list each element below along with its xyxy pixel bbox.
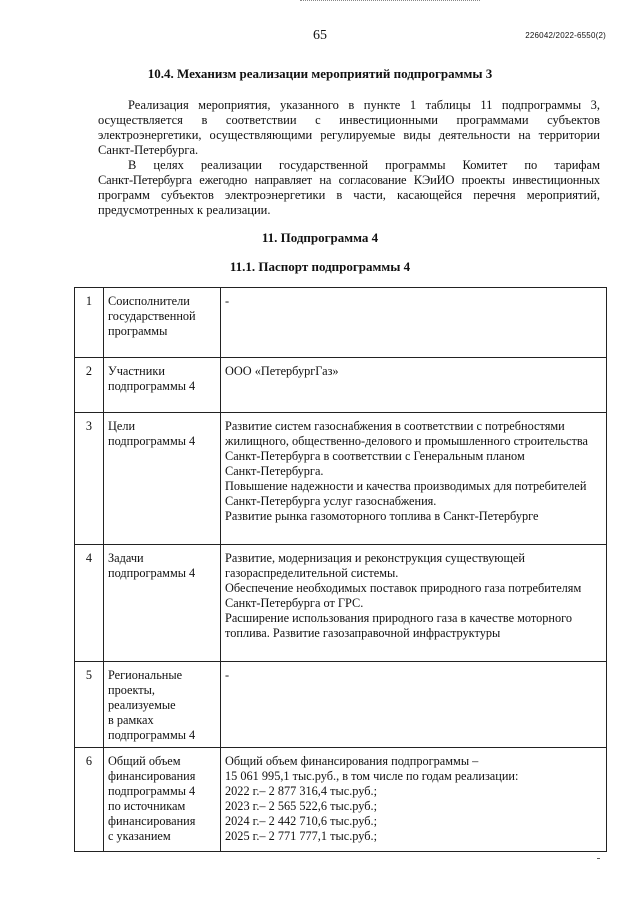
row-label bbox=[104, 545, 221, 662]
scan-artifact bbox=[300, 0, 480, 4]
table-row bbox=[75, 358, 607, 413]
table-row bbox=[75, 288, 607, 358]
paragraph-line: электроэнергетики, осуществляющими регулируемые виды деятельности на территории bbox=[98, 128, 600, 142]
content-line: Развитие систем газоснабжения в соответствии с потребностями bbox=[225, 419, 565, 433]
content-line: Обеспечение необходимых поставок природного газа потребителям bbox=[225, 581, 582, 595]
content-line: Развитие рынка газомоторного топлива в Санкт-Петербурге bbox=[225, 509, 539, 523]
content-line: Повышение надежности и качества производимых для потребителей bbox=[225, 479, 587, 493]
label-line: финансирования bbox=[108, 769, 196, 783]
scan-artifact bbox=[597, 858, 600, 859]
paragraph-line: В целях реализации государственной программы Комитет по тарифам bbox=[128, 158, 600, 172]
row-number: 1 bbox=[75, 288, 104, 358]
table-row bbox=[75, 413, 607, 545]
section-10-4-heading: 10.4. Механизм реализации мероприятий подпрограммы 3 bbox=[147, 66, 493, 81]
row-number: 2 bbox=[75, 358, 104, 413]
row-number: 4 bbox=[75, 545, 104, 662]
row-content bbox=[221, 413, 607, 545]
section-11-heading: 11. Подпрограмма 4 bbox=[261, 230, 379, 245]
content-line: Общий объем финансирования подпрограммы – bbox=[225, 754, 479, 768]
content-line: жилищного, общественно-делового и промышленного строительства bbox=[225, 434, 588, 448]
row-content bbox=[221, 358, 607, 413]
row-number: 6 bbox=[75, 748, 104, 852]
content-line: 2025 г.– 2 771 777,1 тыс.руб.; bbox=[225, 829, 377, 843]
content-line: Санкт-Петербурга от ГРС. bbox=[225, 596, 364, 610]
page-number: 65 bbox=[313, 28, 327, 43]
row-content bbox=[221, 748, 607, 852]
label-line: Соисполнители bbox=[108, 294, 190, 308]
row-label bbox=[104, 413, 221, 545]
content-line: 15 061 995,1 тыс.руб., в том числе по годам реализации: bbox=[225, 769, 519, 783]
section-11-1-heading: 11.1. Паспорт подпрограммы 4 bbox=[229, 259, 411, 274]
row-content bbox=[221, 662, 607, 748]
section-10-4-paragraph-1 bbox=[98, 98, 600, 158]
table-row bbox=[75, 662, 607, 748]
content-line: 2022 г.– 2 877 316,4 тыс.руб.; bbox=[225, 784, 377, 798]
label-line: реализуемые bbox=[108, 698, 176, 712]
section-10-4-paragraph-2 bbox=[98, 158, 600, 218]
row-label bbox=[104, 358, 221, 413]
paragraph-line: Реализация мероприятия, указанного в пункте 1 таблицы 11 подпрограммы 3, bbox=[128, 98, 600, 112]
paragraph-line: Санкт-Петербурга. bbox=[98, 143, 199, 157]
content-line: 2023 г.– 2 565 522,6 тыс.руб.; bbox=[225, 799, 377, 813]
label-line: подпрограммы 4 bbox=[108, 379, 196, 393]
row-label bbox=[104, 662, 221, 748]
label-line: подпрограммы 4 bbox=[108, 728, 196, 742]
label-line: с указанием bbox=[108, 829, 171, 843]
paragraph-line: предусмотренных к реализации. bbox=[98, 203, 271, 217]
label-line: проекты, bbox=[108, 683, 156, 697]
label-line: подпрограммы 4 bbox=[108, 566, 196, 580]
label-line: Цели bbox=[108, 419, 136, 433]
row-number: 3 bbox=[75, 413, 104, 545]
label-line: Участники bbox=[108, 364, 165, 378]
label-line: государственной bbox=[108, 309, 196, 323]
content-line: - bbox=[225, 668, 230, 682]
label-line: программы bbox=[108, 324, 168, 338]
passport-table bbox=[74, 287, 607, 852]
content-line: Санкт-Петербурга в соответствии с Генеральным планом bbox=[225, 449, 525, 463]
content-line: Развитие, модернизация и реконструкция существующей bbox=[225, 551, 525, 565]
content-line: газораспределительной системы. bbox=[225, 566, 399, 580]
row-number: 5 bbox=[75, 662, 104, 748]
row-label bbox=[104, 288, 221, 358]
label-line: подпрограммы 4 bbox=[108, 434, 196, 448]
content-line: топлива. Развитие газозаправочной инфраструктуры bbox=[225, 626, 501, 640]
content-line: 2024 г.– 2 442 710,6 тыс.руб.; bbox=[225, 814, 377, 828]
label-line: Задачи bbox=[108, 551, 144, 565]
label-line: в рамках bbox=[108, 713, 154, 727]
row-content bbox=[221, 288, 607, 358]
table-row bbox=[75, 545, 607, 662]
label-line: по источникам bbox=[108, 799, 186, 813]
content-line: Санкт-Петербурга. bbox=[225, 464, 324, 478]
table-row bbox=[75, 748, 607, 852]
content-line: Расширение использования природного газа в качестве моторного bbox=[225, 611, 573, 625]
document-id: 226042/2022-6550(2) bbox=[525, 31, 606, 40]
paragraph-line: Санкт-Петербурга ежегодно направляет на согласование КЭиИО проекты инвестиционных bbox=[98, 173, 600, 187]
label-line: подпрограммы 4 bbox=[108, 784, 196, 798]
label-line: Региональные bbox=[108, 668, 183, 682]
row-label bbox=[104, 748, 221, 852]
content-line: - bbox=[225, 294, 230, 308]
label-line: Общий объем bbox=[108, 754, 181, 768]
content-line: Санкт-Петербурга услуг газоснабжения. bbox=[225, 494, 437, 508]
content-line: ООО «ПетербургГаз» bbox=[225, 364, 339, 378]
label-line: финансирования bbox=[108, 814, 196, 828]
paragraph-line: программ субъектов электроэнергетики в части, касающейся перечня мероприятий, bbox=[98, 188, 600, 202]
paragraph-line: осуществляется в соответствии с инвестиционными программами субъектов bbox=[98, 113, 600, 127]
row-content bbox=[221, 545, 607, 662]
